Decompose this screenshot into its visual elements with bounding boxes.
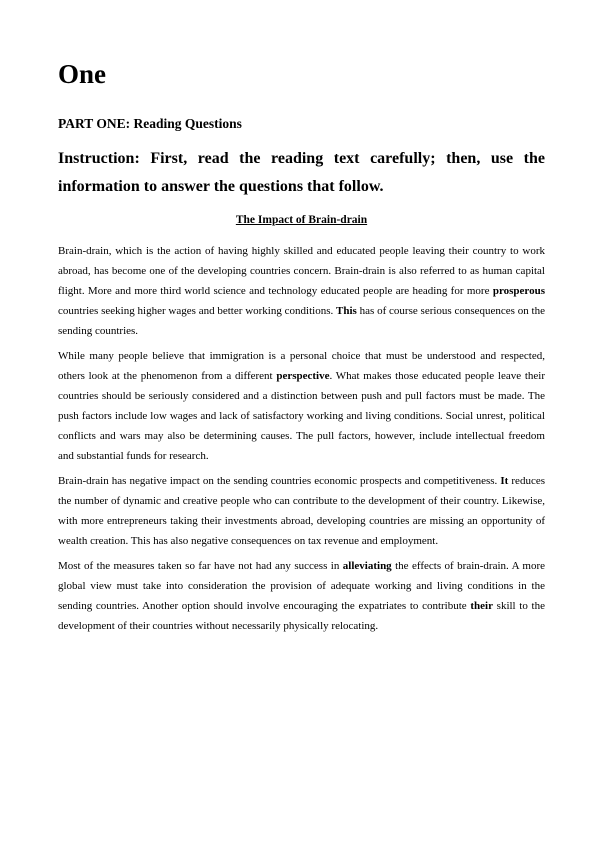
reading-text-title-label: The Impact of Brain-drain — [235, 214, 368, 226]
highlighted-word: their — [470, 600, 493, 612]
paragraph-text: has of course serious consequences on the sending countries. — [58, 305, 545, 337]
highlighted-word: It — [500, 475, 509, 487]
paragraph-text: Brain-drain has negative impact on the sending countries economic prospects and competitiveness. — [58, 475, 501, 487]
paragraph-2 — [58, 346, 545, 466]
paragraph-3 — [58, 471, 545, 551]
paragraph-text: the effects of brain-drain. A more global view must take into consideration the provision of adequate working and living conditions in the sending countries. Another option should involve encouraging the expatriates to contribute — [58, 560, 545, 612]
highlighted-word: perspective — [276, 370, 330, 382]
paragraph-text: reduces the number of dynamic and creative people who can contribute to the development of their country. Likewise, with more entrepreneurs taking their investments abroad, developing countries are missing an opportunity of wealth creation. This has also negative consequences on tax revenue and employment. — [58, 475, 545, 547]
paragraph-text: skill to the development of their countries without necessarily physically relocating. — [58, 600, 545, 632]
paragraph-text: countries seeking higher wages and better working conditions. — [58, 305, 337, 317]
highlighted-word: prosperous — [492, 285, 545, 297]
paragraph-text: Most of the measures taken so far have not had any success in — [58, 560, 343, 572]
reading-text-title — [58, 212, 545, 228]
page-title: One — [58, 59, 107, 89]
paragraph-text: . What makes those educated people leave their countries should be seriously considered and a distinction between push and pull factors must be made. The push factors include low wages and lack of satisfactory working and living conditions. Social unrest, political conflicts and wars may also be determining causes. The pull factors, however, include intellectual freedom and substantial funds for research. — [58, 370, 545, 462]
instruction-text: Instruction: First, read the reading text carefully; then, use the information to answer the questions that follow. — [58, 150, 545, 195]
part-heading: PART ONE: Reading Questions — [58, 116, 242, 131]
highlighted-word: alleviating — [342, 560, 392, 572]
paragraph-1 — [58, 241, 545, 341]
highlighted-word: This — [336, 305, 357, 317]
paragraph-text: While many people believe that immigration is a personal choice that must be understood and respected, others look at the phenomenon from a different — [58, 350, 545, 382]
paragraph-text: Brain-drain, which is the action of having highly skilled and educated people leaving their country to work abroad, has become one of the developing countries concern. Brain-drain is also referred to as human capital flight. More and more third world science and technology educated people are heading for more — [58, 245, 545, 297]
paragraph-4 — [58, 556, 545, 636]
reading-passage — [58, 241, 545, 641]
